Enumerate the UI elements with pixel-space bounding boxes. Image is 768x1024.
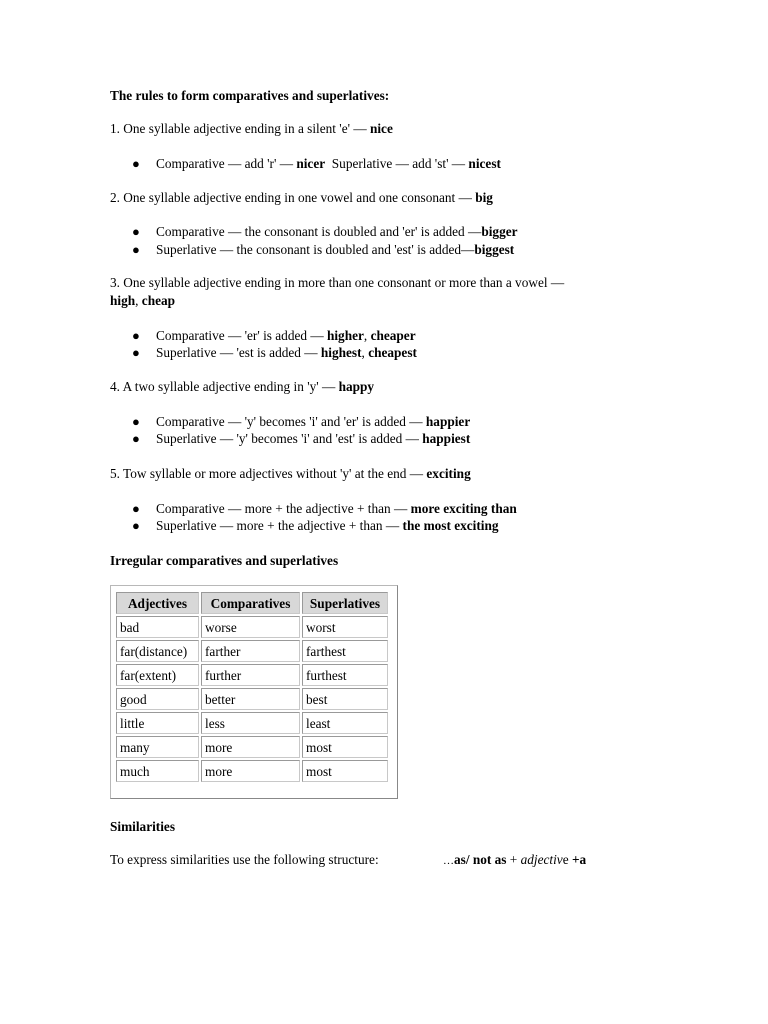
table-cell: best: [302, 688, 388, 710]
table-cell: much: [116, 760, 199, 782]
rule-2-bullet-1: ● Comparative — the consonant is doubled and 'er' is added —bigger: [132, 224, 518, 239]
bullet-icon: ●: [132, 431, 140, 446]
col-header-comparatives: Comparatives: [201, 592, 300, 614]
col-header-superlatives: Superlatives: [302, 592, 388, 614]
table-cell: farther: [201, 640, 300, 662]
rule-4-bullet-2: ● Superlative — 'y' becomes 'i' and 'est' is added — happiest: [132, 431, 471, 446]
rule-3-examples: high, cheap: [110, 293, 176, 308]
table-cell: further: [201, 664, 300, 686]
table-row: [116, 664, 388, 686]
rule-3: 3. One syllable adjective ending in more than one consonant or more than a vowel —: [110, 275, 565, 290]
rule-2: 2. One syllable adjective ending in one vowel and one consonant — big: [110, 190, 493, 205]
table-row: [116, 640, 388, 662]
table-header-row: [116, 592, 388, 614]
bullet-icon: ●: [132, 501, 140, 516]
main-heading: The rules to form comparatives and superlatives:: [110, 88, 390, 103]
bullet-icon: ●: [132, 224, 140, 239]
similarities-heading: Similarities: [110, 819, 175, 834]
table-cell: far(extent): [116, 664, 199, 686]
table-cell: worst: [302, 616, 388, 638]
rule-1-bullet-1: ● Comparative — add 'r' — nicer Superlative — add 'st' — nicest: [132, 156, 501, 171]
rule-4: 4. A two syllable adjective ending in 'y' — happy: [110, 379, 375, 394]
table-cell: better: [201, 688, 300, 710]
bullet-icon: ●: [132, 156, 140, 171]
table-cell: good: [116, 688, 199, 710]
similarities-text: To express similarities use the following structure:: [110, 852, 379, 867]
rule-5-bullet-2: ● Superlative — more + the adjective + than — the most exciting: [132, 518, 499, 533]
bullet-icon: ●: [132, 518, 140, 533]
table-cell: most: [302, 736, 388, 758]
table-row: [116, 688, 388, 710]
rule-5-bullet-1: ● Comparative — more + the adjective + than — more exciting than: [132, 501, 517, 516]
irregular-table: [110, 585, 398, 799]
rule-5: 5. Tow syllable or more adjectives without 'y' at the end — exciting: [110, 466, 471, 481]
table-cell: less: [201, 712, 300, 734]
rule-3-bullet-1: ● Comparative — 'er' is added — higher, cheaper: [132, 328, 416, 343]
table-cell: more: [201, 736, 300, 758]
bullet-icon: ●: [132, 414, 140, 429]
table-cell: little: [116, 712, 199, 734]
bullet-icon: ●: [132, 328, 140, 343]
bullet-icon: ●: [132, 345, 140, 360]
rule-1: 1. One syllable adjective ending in a silent 'e' — nice: [110, 121, 393, 136]
table-row: [116, 712, 388, 734]
irregular-heading: Irregular comparatives and superlatives: [110, 553, 339, 568]
table-cell: bad: [116, 616, 199, 638]
table-cell: farthest: [302, 640, 388, 662]
table-row: [116, 736, 388, 758]
table-cell: worse: [201, 616, 300, 638]
rule-4-bullet-1: ● Comparative — 'y' becomes 'i' and 'er' is added — happier: [132, 414, 471, 429]
table-cell: most: [302, 760, 388, 782]
rule-2-bullet-2: ● Superlative — the consonant is doubled and 'est' is added—biggest: [132, 242, 515, 257]
similarities-structure: …as/ not as + adjective +a: [443, 852, 587, 867]
table-cell: far(distance): [116, 640, 199, 662]
table-row: [116, 616, 388, 638]
table-cell: least: [302, 712, 388, 734]
table-cell: furthest: [302, 664, 388, 686]
table-cell: more: [201, 760, 300, 782]
col-header-adjectives: Adjectives: [116, 592, 199, 614]
table-row: [116, 760, 388, 782]
table-cell: many: [116, 736, 199, 758]
rule-3-bullet-2: ● Superlative — 'est is added — highest, cheapest: [132, 345, 417, 360]
bullet-icon: ●: [132, 242, 140, 257]
